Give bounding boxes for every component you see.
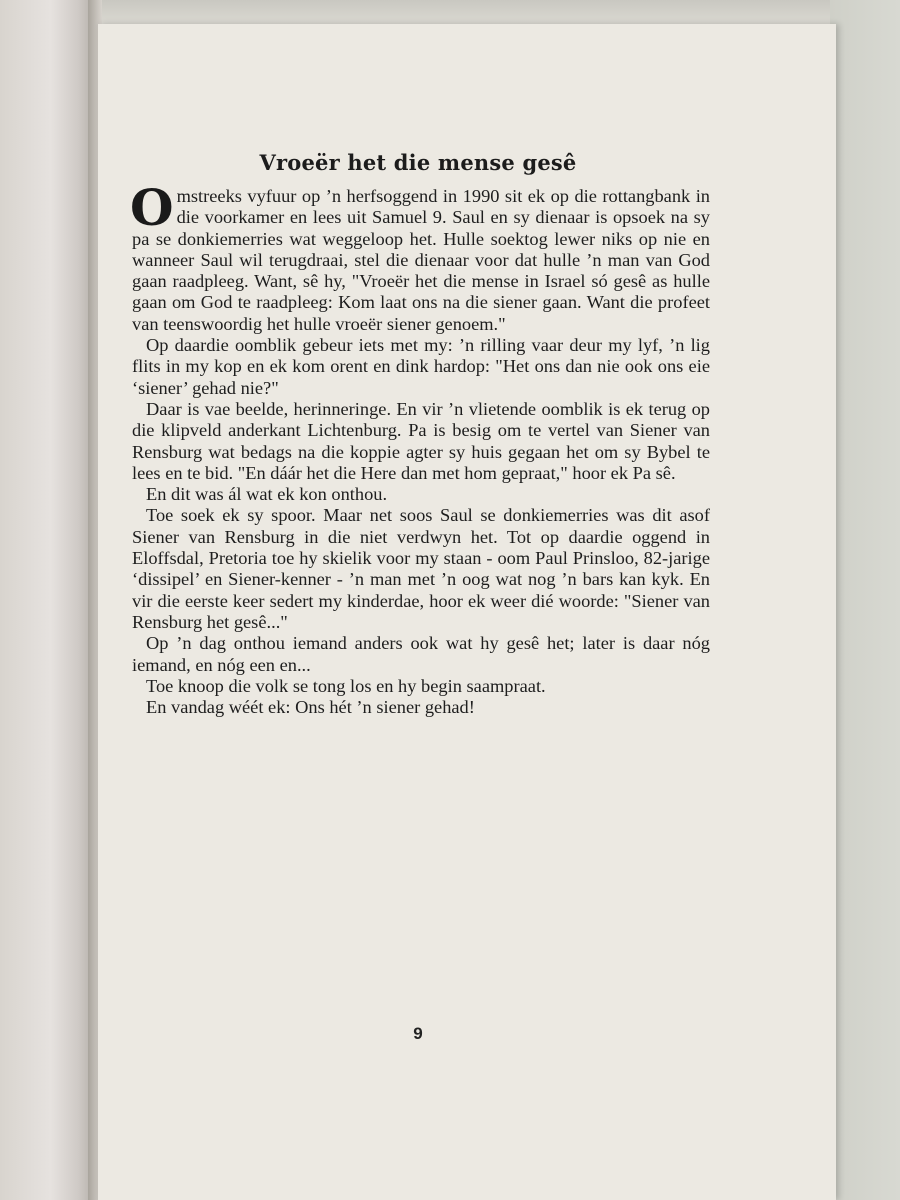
paragraph-8: En vandag wéét ek: Ons hét ’n siener gehad! — [146, 697, 475, 718]
body-text — [130, 178, 710, 718]
paragraph-1-text: mstreeks vyfuur op ’n herfsoggend in 1990 sit ek op die rottangbank in die voorkamer en lees uit Samuel 9. Saul en sy dienaar is opsoek na sy pa se donkiemerries wat weggeloop het. Hulle soektog lewer niks op nie en wanneer Saul wil terugdraai, stel die dienaar voor dat hulle ’n man van God gaan raadpleeg. Want, sê hy, "Vroeër het die mense in Israel só gesê as hulle gaan om God te raadpleeg: Kom laat ons na die siener gaan. Want die profeet van teenswoordig het hulle vroeër siener genoem." — [132, 186, 710, 334]
paragraph-5: Toe soek ek sy spoor. Maar net soos Saul se donkiemerries was dit asof Siener van Rensburg in die niet verdwyn het. Tot op daardie oggend in Eloffsdal, Pretoria toe hy skielik voor my staan - oom Paul Prinsloo, 82-jarige ‘dissipel’ en Siener-kenner - ’n man met ’n oog wat nog ’n bars kan kyk. En vir die eerste keer sedert my kinderdae, hoor ek weer dié woorde: "Siener van Rensburg het gesê..." — [132, 505, 710, 632]
paragraph-7: Toe knoop die volk se tong los en hy begin saampraat. — [146, 675, 546, 696]
paragraph-1 — [130, 178, 710, 335]
paragraph-6: Op ’n dag onthou iemand anders ook wat hy gesê het; later is daar nóg iemand, en nóg een en... — [132, 633, 710, 675]
paragraph-4: En dit was ál wat ek kon onthou. — [146, 484, 388, 505]
chapter-title: Vroeër het die mense gesê — [259, 150, 577, 175]
left-page-edge — [0, 0, 92, 1200]
paragraph-2: Op daardie oomblik gebeur iets met my: ’n rilling vaar deur my lyf, ’n lig flits in my kop en ek kom orent en dink hardop: "Het ons dan nie ook ons eie ‘siener’ gehad nie?" — [132, 335, 710, 398]
paragraph-3: Daar is vae beelde, herinneringe. En vir ’n vlietende oomblik is ek terug op die klipveld anderkant Lichtenburg. Pa is besig om te vertel van Siener van Rensburg wat bedags na die koppie agter sy huis gegaan het om sy Bybel te lees en te bid. "En dáár het die Here dan met hom gepraat," hoor ek Pa sê. — [132, 398, 710, 483]
page-number: 9 — [413, 1024, 423, 1043]
background-right — [830, 0, 900, 1200]
book-page — [98, 24, 836, 1200]
background-top-strip — [92, 0, 832, 26]
drop-cap: O — [130, 178, 174, 237]
